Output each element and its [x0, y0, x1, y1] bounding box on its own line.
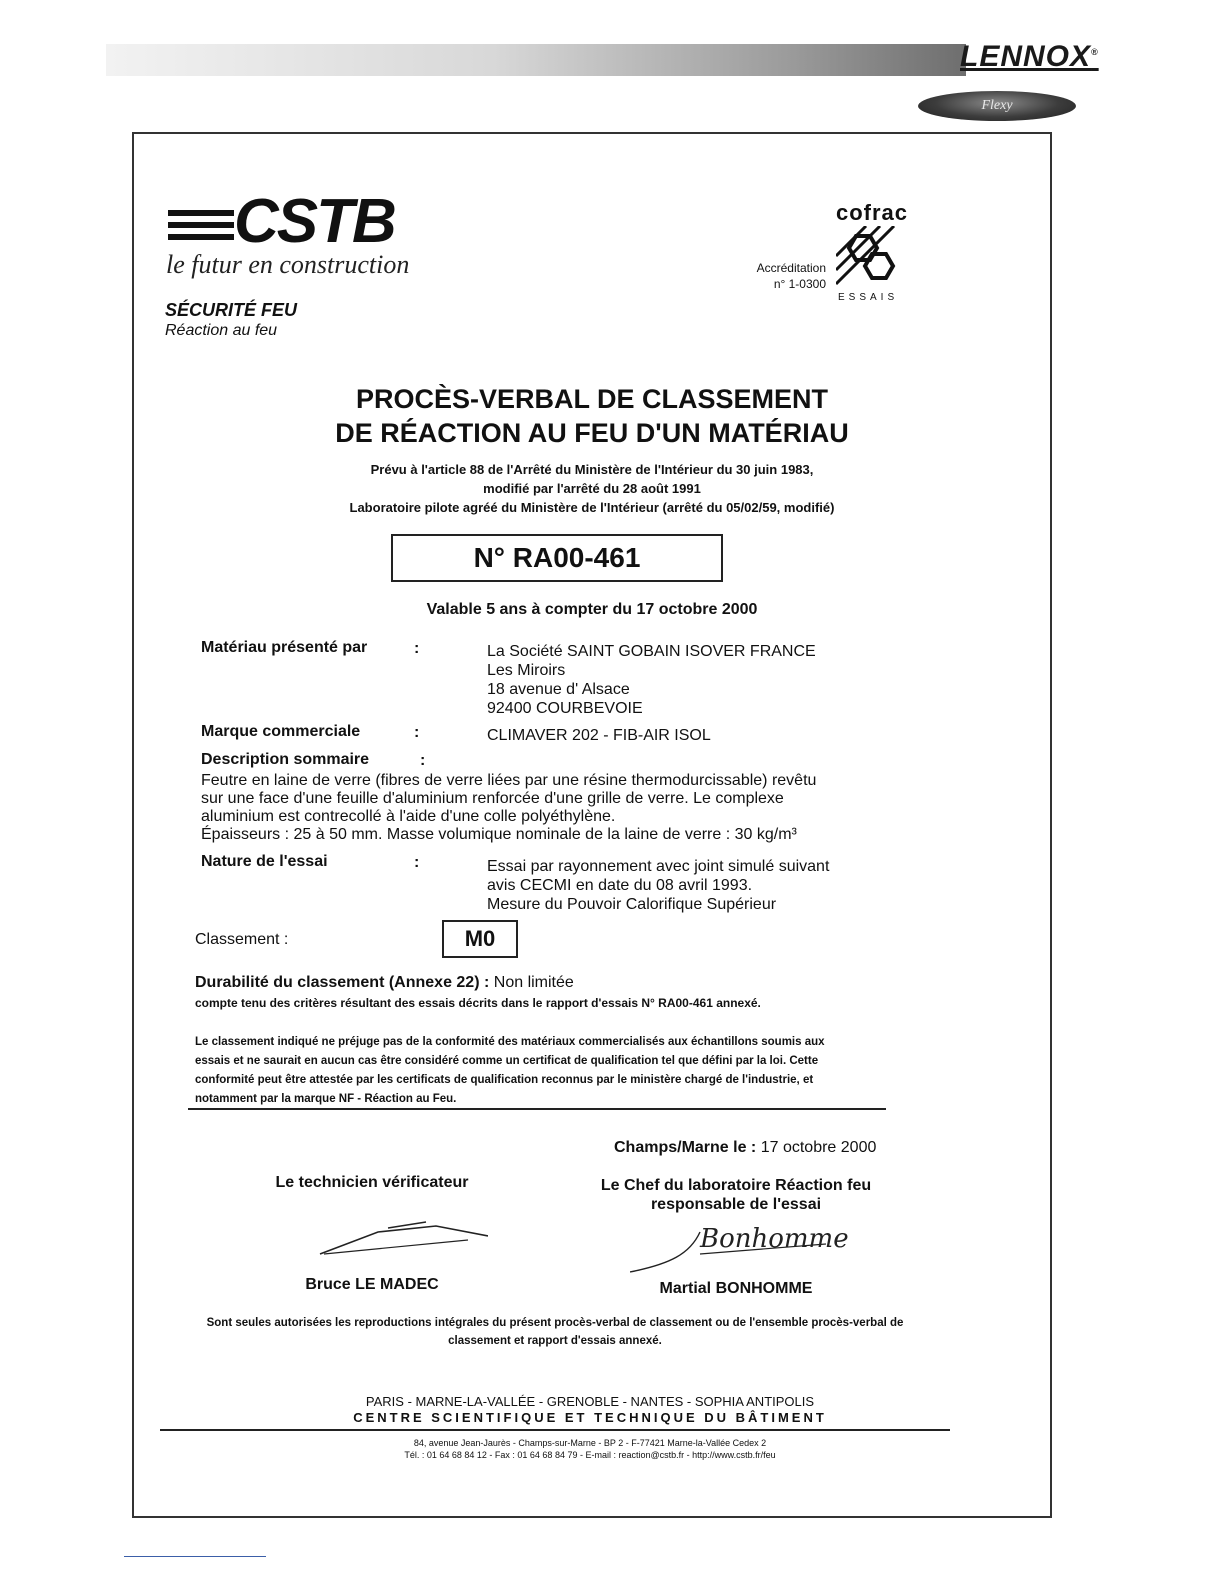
classement-value-box: M0 — [442, 920, 518, 958]
brand-value: CLIMAVER 202 - FIB-AIR ISOL — [487, 727, 711, 744]
cofrac-hexagon-icon — [836, 226, 898, 288]
presented-by-label: Matériau présenté par — [201, 639, 368, 656]
test-nature-value: Essai par rayonnement avec joint simulé suivant avis CECMI en date du 08 avril 1993. Mesure du Pouvoir Calorifique Supérieur — [487, 858, 830, 913]
subsection-label: Réaction au feu — [165, 322, 278, 339]
durability-note: compte tenu des critères résultant des essais décrits dans le rapport d'essais N° RA00-461 annexé. — [195, 996, 761, 1010]
description-text: Feutre en laine de verre (fibres de verre liées par une résine thermodurcissable) revêtu sur une face d'une feuille d'aluminium renforcée d'une grille de verre. Le complexe aluminium est contrecollé à l'aide d'une colle polyéthylène. Épaisseurs : 25 à 50 mm. Masse volumique nominale de la laine de verre : 30 kg/m³ — [201, 772, 817, 843]
flexy-badge-logo: Flexy — [918, 91, 1076, 121]
reproduction-notice: Sont seules autorisées les reproductions intégrales du présent procès-verbal de classement ou de l'ensemble procès-verbal de classement et rapport d'essais annexé. — [206, 1317, 904, 1347]
colon: : — [420, 752, 426, 769]
footer-divider — [160, 1429, 950, 1431]
left-signatory-title: Le technicien vérificateur — [275, 1174, 469, 1191]
right-signature: Bonhomme — [700, 1224, 849, 1254]
section-label: SÉCURITÉ FEU — [165, 300, 298, 320]
footer-address: 84, avenue Jean-Jaurès - Champs-sur-Marne - BP 2 - F-77421 Marne-la-Vallée Cedex 2 Tél. : 01 64 68 84 12 - Fax : 01 64 68 84 79 - E-mail : reaction@cstb.fr - http://www.cstb.fr/feu — [404, 1438, 776, 1460]
presented-by-value: La Société SAINT GOBAIN ISOVER FRANCE Les Miroirs 18 avenue d' Alsace 92400 COURBEVOIE — [487, 643, 816, 717]
place-label: Champs/Marne le : — [614, 1139, 757, 1156]
lennox-logo: LENNOX® — [960, 40, 1099, 73]
left-signatory-name: Bruce LE MADEC — [305, 1276, 439, 1293]
document-subtitle: Prévu à l'article 88 de l'Arrêté du Ministère de l'Intérieur du 30 juin 1983, modifié par l'arrêté du 28 août 1991 Laboratoire pilote agréé du Ministère de l'Intérieur (arrêté du 05/02/59, modifié) — [349, 462, 835, 515]
durability-label: Durabilité du classement (Annexe 22) : — [195, 974, 490, 991]
divider-line — [188, 1108, 886, 1110]
cstb-logo: CSTB — [234, 187, 395, 256]
report-number-box: N° RA00-461 — [391, 534, 723, 582]
cofrac-essais-label: ESSAIS — [838, 292, 899, 303]
colon: : — [414, 854, 420, 871]
left-signature-icon — [318, 1218, 488, 1258]
place-date: 17 octobre 2000 — [760, 1139, 877, 1156]
disclaimer-note: Le classement indiqué ne préjuge pas de la conformité des matériaux commercialisés aux échantillons soumis aux essais et ne saurait en aucun cas être considéré comme un certificat de qualification tel que défini par la loi. Cette conformité peut être attestée par les certificats de qualification reconnus par le ministère chargé de l'industrie, et notamment par la marque NF - Réaction au Feu. — [195, 1036, 825, 1105]
header-gradient-bar — [106, 44, 966, 76]
footer-cities: PARIS - MARNE-LA-VALLÉE - GRENOBLE - NANTES - SOPHIA ANTIPOLIS — [365, 1394, 815, 1409]
durability-line — [195, 973, 574, 992]
colon: : — [414, 724, 420, 741]
cstb-tagline: le futur en construction — [166, 250, 410, 279]
right-signatory-name: Martial BONHOMME — [659, 1280, 813, 1297]
cofrac-logo: cofrac — [836, 200, 909, 225]
brand-label: Marque commerciale — [201, 723, 361, 740]
cstb-logo-bars-icon — [168, 210, 234, 246]
right-signatory-title: Le Chef du laboratoire Réaction feu responsable de l'essai — [600, 1177, 872, 1213]
page-bottom-rule — [124, 1556, 266, 1557]
document-title: PROCÈS-VERBAL DE CLASSEMENT DE RÉACTION AU FEU D'UN MATÉRIAU — [335, 384, 849, 448]
description-label: Description sommaire — [201, 751, 370, 768]
accreditation-text: Accréditation n° 1-0300 — [756, 261, 826, 291]
test-nature-label: Nature de l'essai — [201, 853, 328, 870]
validity-text: Valable 5 ans à compter du 17 octobre 2000 — [426, 601, 758, 618]
footer-centre-name: CENTRE SCIENTIFIQUE ET TECHNIQUE DU BÂTIMENT — [353, 1410, 827, 1425]
right-signature-stroke-icon — [630, 1224, 830, 1274]
colon: : — [414, 640, 420, 657]
durability-value: Non limitée — [493, 974, 574, 991]
place-date-line — [614, 1138, 876, 1157]
classement-label: Classement : — [195, 931, 289, 948]
